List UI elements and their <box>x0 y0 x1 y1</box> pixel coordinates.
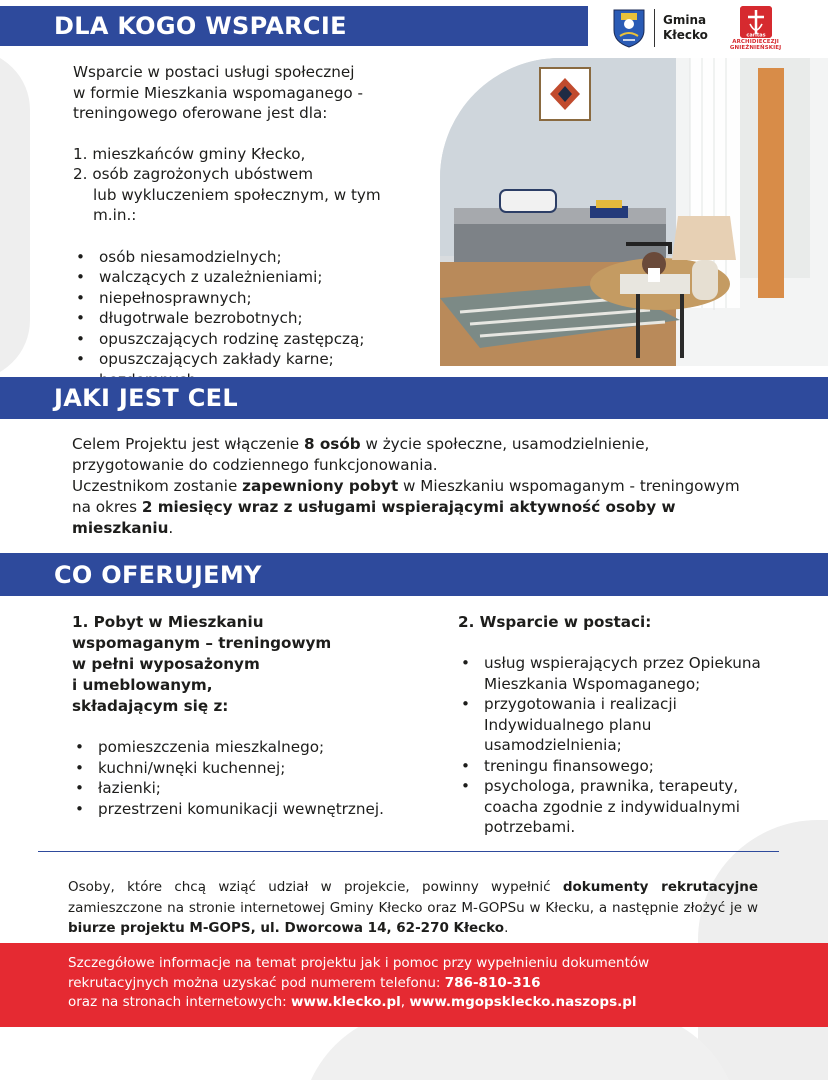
target-groups-bullets <box>73 247 423 391</box>
docs-text-part: . <box>504 920 509 936</box>
list-item: • opuszczających zakłady karne; <box>73 349 423 370</box>
gmina-logo-text <box>663 13 708 43</box>
logos-area <box>608 2 828 54</box>
intro-text <box>73 62 423 390</box>
divider <box>38 851 779 852</box>
heading-line: 1. Pobyt w Mieszkaniu <box>72 613 264 631</box>
caritas-caption-line2: GNIEŹNIEŃSKIEJ <box>729 44 782 51</box>
recruitment-documents-text <box>68 877 758 939</box>
apartment-room-photo <box>440 58 828 366</box>
list-item: • usług wspierających przez Opiekuna Mieszkania Wspomaganego; <box>458 653 778 694</box>
list-item: • walczących z uzależnieniami; <box>73 267 423 288</box>
numbered-item-continued: lub wykluczeniem społecznym, w tym m.in.: <box>93 185 381 224</box>
docs-text-part: zamieszczone na stronie internetowej Gminy Kłecko oraz M-GOPSu w Kłecku, a następnie złożyć je w <box>68 899 758 916</box>
offer-support-list <box>458 653 778 838</box>
caritas-caption-line1: ARCHIDIECEZJI <box>732 38 779 45</box>
goal-text-part: w życie społeczne, usamodzielnienie, przygotowanie do codziennego funkcjonowania. <box>72 435 650 474</box>
list-item: • kuchni/wnęki kuchennej; <box>72 758 402 779</box>
room-illustration <box>440 58 828 366</box>
gmina-line1: Gmina <box>663 13 707 27</box>
list-item: • pomieszczenia mieszkalnego; <box>72 737 402 758</box>
offer-column-support <box>458 612 778 838</box>
heading-line: w pełni wyposażonym <box>72 655 260 673</box>
numbered-item: 1. mieszkańców gminy Kłecko, <box>73 144 306 163</box>
list-item: • przygotowania i realizacji Indywidualnego planu usamodzielnienia; <box>458 694 778 756</box>
offer-column-stay <box>72 612 402 819</box>
caritas-logo <box>730 6 781 51</box>
list-item: • treningu finansowego; <box>458 756 778 777</box>
docs-text-part: Osoby, które chcą wziąć udział w projekcie, powinny wypełnić <box>68 879 563 895</box>
list-item: • przestrzeni komunikacji wewnętrznej. <box>72 799 402 820</box>
info-text-part: oraz na stronach internetowych: <box>68 994 292 1010</box>
info-line <box>68 974 768 994</box>
section-heading-who: DLA KOGO WSPARCIE <box>0 6 588 46</box>
gmina-klecko-crest-icon <box>612 8 646 48</box>
section-heading-goal: JAKI JEST CEL <box>0 377 828 419</box>
logo-separator <box>654 9 655 47</box>
caritas-word: caritas <box>745 32 766 38</box>
list-item: • długotrwale bezrobotnych; <box>73 308 423 329</box>
goal-text-bold: 2 miesięcy wraz z usługami wspierającymi aktywność osoby w mieszkaniu <box>72 498 676 537</box>
heading-line: wspomaganym – treningowym <box>72 634 332 652</box>
offer-stay-list <box>72 737 402 819</box>
goal-text-bold: 8 osób <box>303 435 361 453</box>
offer-stay-heading <box>72 612 402 717</box>
goal-text-part: Celem Projektu jest włączenie <box>72 435 304 453</box>
list-item: • niepełnosprawnych; <box>73 288 423 309</box>
project-office-address: biurze projektu M-GOPS, ul. Dworcowa 14, 62-270 Kłecko <box>68 920 505 936</box>
goal-text-part: . <box>168 519 174 537</box>
goal-text-bold: zapewniony pobyt <box>242 477 399 495</box>
phone-number: 786-810-316 <box>444 974 541 991</box>
intro-line: w formie Mieszkania wspomaganego - <box>73 83 363 102</box>
website-link-mgops[interactable]: www.mgopsklecko.naszops.pl <box>409 994 637 1010</box>
intro-line: Wsparcie w postaci usługi społecznej <box>73 63 355 81</box>
info-banner-text <box>68 954 768 1013</box>
list-item: • łazienki; <box>72 778 402 799</box>
numbered-item: 2. osób zagrożonych ubóstwem <box>73 165 314 183</box>
heading-line: i umeblowanym, <box>72 676 213 694</box>
info-text-part: , <box>400 994 410 1010</box>
target-groups-numbered <box>73 144 423 226</box>
section-heading-offer: CO OFERUJEMY <box>0 553 828 596</box>
info-line: Szczegółowe informacje na temat projektu jak i pomoc przy wypełnieniu dokumentów <box>68 955 650 971</box>
offer-support-heading: 2. Wsparcie w postaci: <box>458 613 652 631</box>
list-item: • osób niesamodzielnych; <box>73 247 423 268</box>
docs-text-bold: dokumenty rekrutacyjne <box>562 879 758 895</box>
heading-line: składającym się z: <box>72 697 229 715</box>
info-text-part: rekrutacyjnych można uzyskać pod numerem telefonu: <box>68 974 445 991</box>
goal-text-part: w Mieszkaniu wspomaganym - treningowym na okres <box>72 477 740 516</box>
website-link-klecko[interactable]: www.klecko.pl <box>291 994 401 1010</box>
caritas-caption <box>730 39 781 51</box>
goal-text <box>72 434 752 539</box>
info-line <box>68 993 768 1013</box>
goal-text-part: Uczestnikom zostanie <box>72 477 243 495</box>
caritas-cross-icon <box>740 6 772 38</box>
list-item: • psychologa, prawnika, terapeuty, coacha zgodnie z indywidualnymi potrzebami. <box>458 776 778 838</box>
decorative-shape-left <box>0 50 30 380</box>
gmina-line2: Kłecko <box>663 28 708 42</box>
list-item: • opuszczających rodzinę zastępczą; <box>73 329 423 350</box>
intro-line: treningowego oferowane jest dla: <box>73 104 328 122</box>
